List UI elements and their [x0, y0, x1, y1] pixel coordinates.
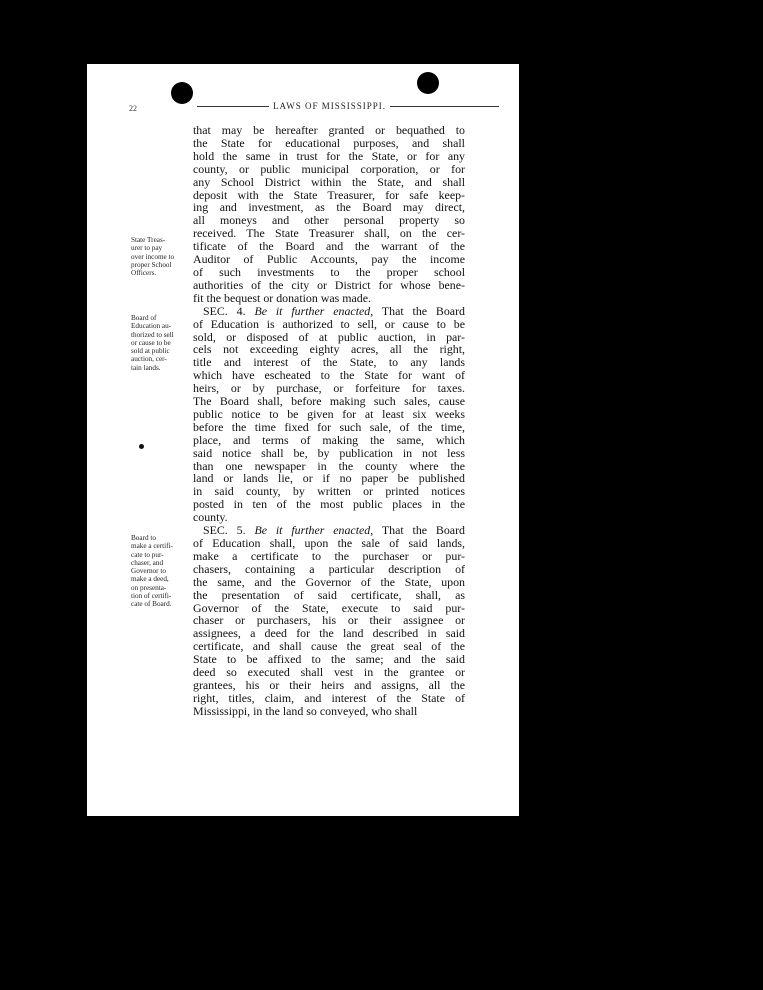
text-line: Governor of the State, execute to said pur-	[193, 600, 465, 615]
text-line: any School District within the State, and shall	[193, 174, 465, 189]
margin-note-line: tion of certifi-	[131, 592, 172, 601]
text-line: of Education is authorized to sell, or cause to be	[193, 316, 465, 331]
text-line: in said county, by written or printed notices	[193, 484, 465, 499]
punch-hole	[417, 72, 439, 94]
text-fragment: That the Board	[373, 523, 465, 538]
enacting-clause: Be it further enacted,	[254, 303, 374, 318]
margin-note-state-treasurer	[131, 236, 193, 277]
text-fragment: That the Board	[373, 303, 465, 318]
text-line: deposit with the State Treasurer, for safe keep-	[193, 187, 465, 202]
text-line: county, or public municipal corporation, or for	[193, 161, 465, 176]
text-line: chasers, containing a particular description of	[193, 561, 465, 576]
text-line: all moneys and other personal property so	[193, 213, 465, 228]
margin-note-line: or cause to be	[131, 338, 171, 347]
text-line: Mississippi, in the land so conveyed, who shall	[193, 703, 418, 718]
text-line: which have escheated to the State for want of	[193, 368, 465, 383]
text-line: chaser or purchasers, his or their assignee or	[193, 613, 465, 628]
margin-note-line: on presenta-	[131, 583, 167, 592]
text-line: heirs, or by purchase, or forfeiture for taxes.	[193, 381, 465, 396]
punch-hole	[171, 82, 193, 104]
text-line: title and interest of the State, to any lands	[193, 355, 465, 370]
text-line: posted in ten of the most public places in the	[193, 497, 465, 512]
text-line: before the time fixed for such sale, of the time,	[193, 419, 465, 434]
text-line: said notice shall be, by publication in not less	[193, 445, 465, 460]
text-line: deed so executed shall vest in the grantee or	[193, 665, 465, 680]
margin-note-line: Officers.	[131, 269, 157, 278]
ink-spot	[139, 444, 144, 449]
margin-note-line: tain lands.	[131, 363, 161, 372]
text-line: received. The State Treasurer shall, on the cer-	[193, 226, 465, 241]
margin-note-board-of-education	[131, 314, 193, 372]
text-line: authorities of the city or District for whose bene-	[193, 277, 465, 292]
text-line: the presentation of said certificate, shall, as	[193, 587, 465, 602]
text-line: Auditor of Public Accounts, pay the income	[193, 252, 465, 267]
margin-note-line: Board to	[131, 534, 156, 542]
text-line: of such investments to the proper school	[193, 264, 465, 279]
text-line: fit the bequest or donation was made.	[193, 290, 371, 305]
text-line: county.	[193, 510, 228, 525]
document-page	[87, 64, 519, 816]
section-heading: SEC. 5.	[203, 523, 255, 538]
running-head: LAWS OF MISSISSIPPI.	[269, 101, 390, 111]
margin-note-line: thorized to sell	[131, 330, 174, 339]
text-line: land or lands lie, or if no paper be published	[193, 471, 465, 486]
section-heading: SEC. 4.	[203, 303, 255, 318]
text-line: that may be hereafter granted or bequathed to	[193, 123, 465, 137]
text-line: State to be affixed to the same; and the said	[193, 652, 465, 667]
text-line: the same, and the Governor of the State, upon	[193, 574, 465, 589]
margin-note-line: over income to	[131, 252, 175, 261]
text-line: cels not exceeding eighty acres, all the right,	[193, 342, 465, 357]
text-line: of Education shall, upon the sale of said lands,	[193, 536, 465, 550]
margin-note-line: make a deed,	[131, 575, 169, 584]
enacting-clause: Be it further enacted,	[254, 523, 374, 538]
sec4-opening-line	[193, 305, 465, 318]
page-number: 22	[129, 104, 137, 113]
text-line: place, and terms of making the same, which	[193, 432, 465, 447]
margin-note-line: make a certifi-	[131, 542, 173, 551]
margin-note-line: Education au-	[131, 322, 172, 331]
text-line: sold, or disposed of at public auction, in par-	[193, 329, 465, 344]
margin-note-line: Governor to	[131, 567, 166, 576]
text-line: grantees, his or their heirs and assigns, all the	[193, 677, 465, 692]
margin-note-line: chaser, and	[131, 558, 164, 567]
text-line: the State for educational purposes, and shall	[193, 135, 465, 150]
text-line: right, titles, claim, and interest of the State of	[193, 690, 465, 705]
margin-note-line: sold at public	[131, 347, 170, 356]
text-line: make a certificate to the purchaser or pur-	[193, 548, 465, 563]
margin-note-line: urer to pay	[131, 244, 163, 253]
body-text	[193, 124, 465, 718]
margin-note-board-to-make-certificate	[131, 534, 193, 609]
text-line: assignees, a deed for the land described in said	[193, 626, 465, 641]
margin-note-line: Board of	[131, 314, 157, 322]
text-line: hold the same in trust for the State, or for any	[193, 148, 465, 163]
margin-note-line: auction, cer-	[131, 355, 167, 364]
text-line: than one newspaper in the county where the	[193, 458, 465, 473]
text-line: ing and investment, as the Board may direct,	[193, 200, 465, 215]
margin-note-line: State Treas-	[131, 236, 166, 244]
margin-note-line: proper School	[131, 260, 172, 269]
text-line: certificate, and shall cause the great seal of the	[193, 639, 465, 654]
margin-note-line: cate to pur-	[131, 550, 164, 559]
margin-note-line: cate of Board.	[131, 600, 172, 609]
text-line: tificate of the Board and the warrant of the	[193, 239, 465, 254]
text-line: The Board shall, before making such sales, cause	[193, 394, 465, 409]
text-line: public notice to be given for at least six weeks	[193, 406, 465, 421]
